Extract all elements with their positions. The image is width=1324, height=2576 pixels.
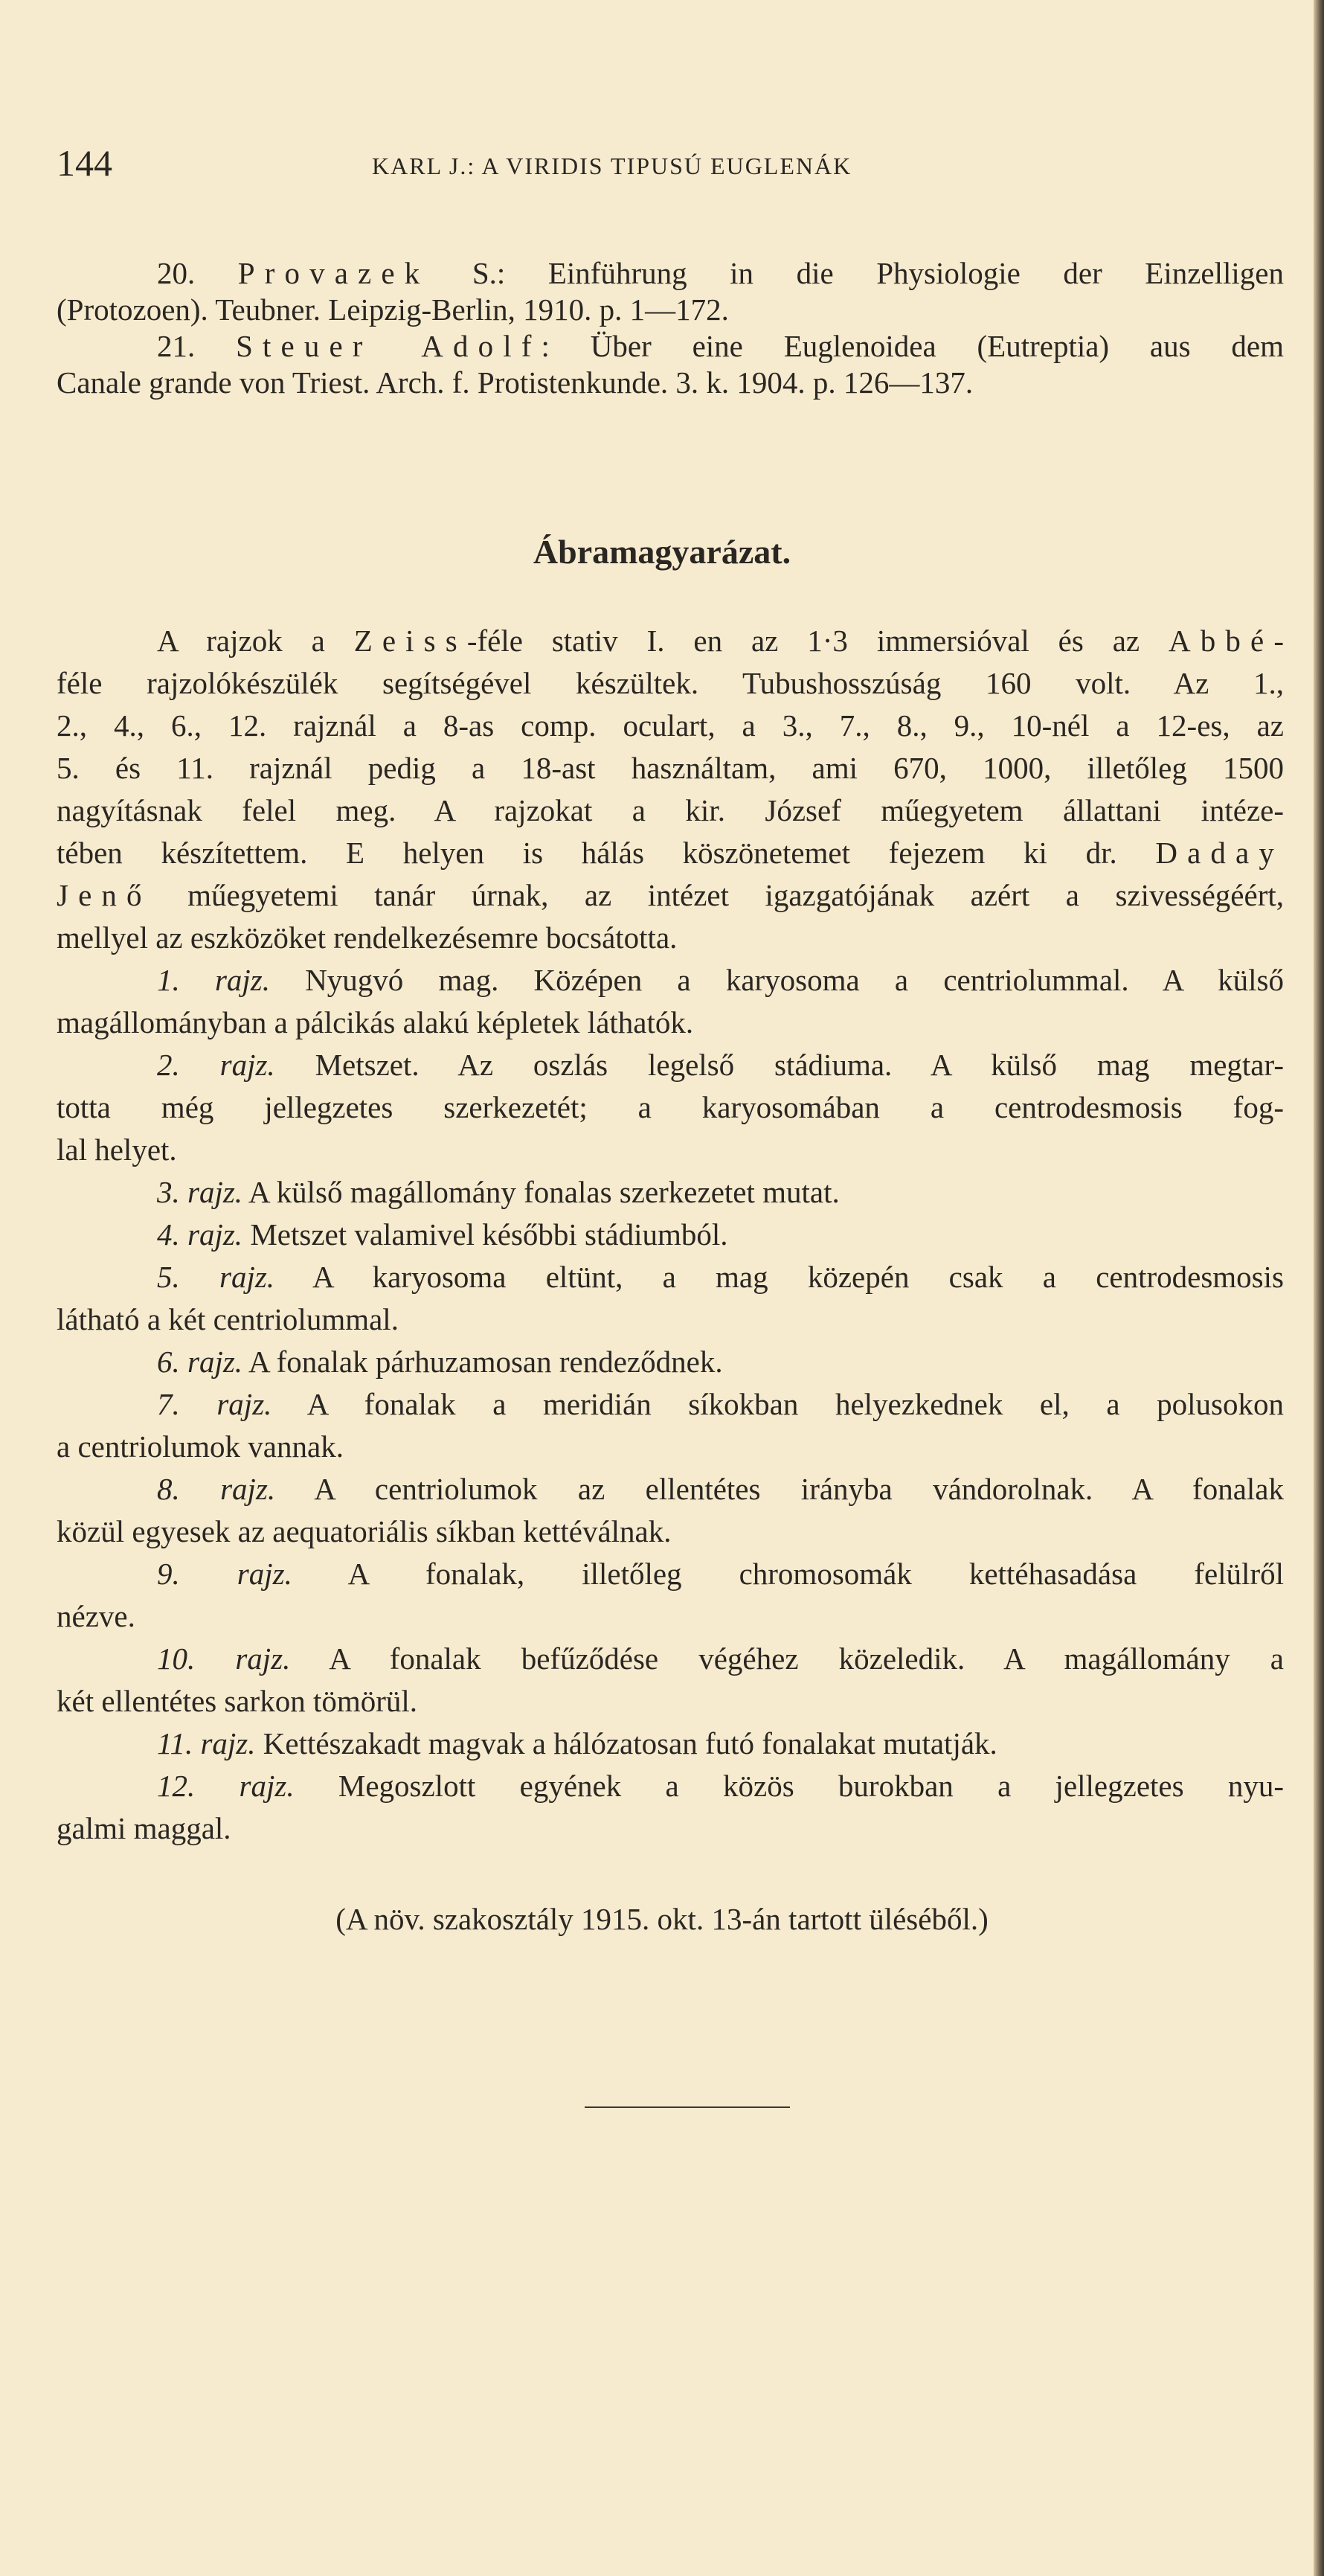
- text-line: [57, 832, 1284, 874]
- figure-label: 10. rajz.: [157, 1641, 291, 1676]
- spaced-name: Abbé: [1169, 624, 1274, 658]
- text-segment: Metszet. Az oszlás legelső stádiuma. A külső mag megtar-: [274, 1048, 1284, 1082]
- text-segment: nagyításnak felel meg. A rajzokat a kir. József műegyetem állattani intéze-: [57, 793, 1284, 827]
- paragraph: [57, 620, 1284, 959]
- figure-label: 5. rajz.: [157, 1260, 275, 1294]
- text-segment: A fonalak befűződése végéhez közeledik. A magállomány a: [290, 1641, 1284, 1676]
- text-line: [57, 747, 1284, 789]
- text-line: [57, 1044, 1284, 1086]
- page-number: 144: [57, 142, 112, 184]
- text-segment: mellyel az eszközöket rendelkezésemre bocsátotta.: [57, 920, 678, 955]
- figure-label: 2. rajz.: [157, 1048, 275, 1082]
- text-line: [57, 1214, 1284, 1256]
- text-line: [57, 1256, 1284, 1298]
- paragraph: [57, 1171, 1284, 1214]
- text-line: [57, 1086, 1284, 1129]
- section-heading: Ábramagyarázat.: [533, 533, 791, 571]
- text-segment: galmi maggal.: [57, 1811, 231, 1845]
- figure-label: 4. rajz.: [157, 1217, 243, 1252]
- text-line: [57, 1723, 1284, 1765]
- text-segment: Megoszlott egyének a közös burokban a jellegzetes nyu-: [294, 1769, 1284, 1803]
- figure-label: 12. rajz.: [157, 1769, 295, 1803]
- figure-label: 1. rajz.: [157, 963, 270, 997]
- text-segment: A külső magállomány fonalas szerkezetet mutat.: [242, 1175, 840, 1209]
- text-segment: A fonalak a meridián síkokban helyezkednek el, a polusokon: [271, 1387, 1284, 1421]
- end-rule: [585, 2106, 790, 2108]
- text-line: [57, 1298, 1284, 1341]
- text-segment: A fonalak párhuzamosan rendeződnek.: [242, 1345, 723, 1379]
- text-segment: A fonalak, illetőleg chromosomák kettéhasadása felülről: [292, 1557, 1284, 1591]
- text-segment: nézve.: [57, 1599, 135, 1633]
- text-line: [57, 1680, 1284, 1723]
- text-segment: 20.: [157, 256, 238, 290]
- text-line: [57, 705, 1284, 747]
- text-line: [57, 789, 1284, 832]
- text-line: [57, 874, 1284, 917]
- paragraph: [57, 1553, 1284, 1638]
- figure-explanations: [57, 620, 1284, 1850]
- text-segment: tében készítettem. E helyen is hálás köszönetemet fejezem ki dr.: [57, 836, 1156, 870]
- running-title: KARL J.: A VIRIDIS TIPUSÚ EUGLENÁK: [372, 153, 852, 179]
- text-line: [57, 1765, 1284, 1807]
- text-line: [57, 292, 1284, 328]
- text-line: [57, 1807, 1284, 1850]
- text-segment: (Protozoen). Teubner. Leipzig-Berlin, 1910. p. 1—172.: [57, 292, 729, 327]
- text-segment: közül egyesek az aequatoriális síkban kettéválnak.: [57, 1514, 672, 1548]
- text-segment: Metszet valamivel későbbi stádiumból.: [242, 1217, 728, 1252]
- text-segment: két ellentétes sarkon tömörül.: [57, 1684, 418, 1718]
- paragraph: [57, 1638, 1284, 1723]
- spaced-name: Zeiss: [353, 624, 467, 658]
- text-segment: A rajzok a: [157, 624, 354, 658]
- spaced-name: Steuer Adolf: [236, 329, 542, 363]
- text-segment: -: [1273, 624, 1284, 658]
- text-segment: 5. és 11. rajznál pedig a 18-ast használtam, ami 670, 1000, illetőleg 1500: [57, 751, 1284, 785]
- text-line: [57, 1383, 1284, 1426]
- paragraph: [57, 1383, 1284, 1468]
- text-line: [57, 1510, 1284, 1553]
- spaced-name: Daday: [1155, 836, 1284, 870]
- text-segment: A karyosoma eltünt, a mag közepén csak a centrodesmosis: [274, 1260, 1284, 1294]
- text-line: [57, 1002, 1284, 1044]
- paragraph: [57, 1765, 1284, 1850]
- text-line: [57, 1426, 1284, 1468]
- text-segment: : Über eine Euglenoidea (Eutreptia) aus dem: [541, 329, 1285, 363]
- text-segment: 21.: [157, 329, 237, 363]
- figure-label: 6. rajz.: [157, 1345, 243, 1379]
- text-segment: Nyugvó mag. Középen a karyosoma a centriolummal. A külső: [270, 963, 1284, 997]
- text-line: [57, 620, 1284, 662]
- text-line: [57, 1129, 1284, 1171]
- text-segment: S.: Einführung in die Physiologie der Einzelligen: [429, 256, 1284, 290]
- text-segment: a centriolumok vannak.: [57, 1429, 344, 1464]
- text-segment: Kettészakadt magvak a hálózatosan futó fonalakat mutatják.: [255, 1726, 997, 1760]
- figure-label: 9. rajz.: [157, 1557, 292, 1591]
- text-line: [57, 662, 1284, 705]
- reference-entry: [57, 328, 1284, 401]
- text-line: [57, 1638, 1284, 1680]
- text-segment: 2., 4., 6., 12. rajznál a 8-as comp. oculart, a 3., 7., 8., 9., 10-nél a 12-es, az: [57, 708, 1284, 743]
- text-segment: féle rajzolókészülék segítségével készültek. Tubushosszúság 160 volt. Az 1.,: [57, 666, 1284, 700]
- text-line: [57, 1171, 1284, 1214]
- text-segment: látható a két centriolummal.: [57, 1302, 399, 1336]
- text-segment: műegyetemi tanár úrnak, az intézet igazgatójának azért a szivességéért,: [151, 878, 1284, 912]
- text-segment: A centriolumok az ellentétes irányba vándorolnak. A fonalak: [275, 1472, 1284, 1506]
- paragraph: [57, 1723, 1284, 1765]
- text-segment: Canale grande von Triest. Arch. f. Protistenkunde. 3. k. 1904. p. 126—137.: [57, 365, 974, 400]
- paragraph: [57, 959, 1284, 1044]
- text-line: [57, 1341, 1284, 1383]
- text-segment: -féle stativ I. en az 1·3 immersióval és az: [466, 624, 1169, 658]
- paragraph: [57, 1256, 1284, 1341]
- figure-label: 8. rajz.: [157, 1472, 276, 1506]
- closing-note: (A növ. szakosztály 1915. okt. 13-án tartott üléséből.): [335, 1902, 989, 1936]
- paragraph: [57, 1044, 1284, 1171]
- page-edge-shadow: [1314, 0, 1324, 2576]
- text-line: [57, 328, 1284, 365]
- paragraph: [57, 1341, 1284, 1383]
- paragraph: [57, 1214, 1284, 1256]
- text-segment: lal helyet.: [57, 1132, 177, 1167]
- figure-label: 11. rajz.: [157, 1726, 256, 1760]
- figure-label: 3. rajz.: [157, 1175, 243, 1209]
- reference-entry: [57, 255, 1284, 328]
- text-line: [57, 1468, 1284, 1510]
- references-list: [57, 255, 1284, 401]
- text-line: [57, 1553, 1284, 1595]
- text-segment: totta még jellegzetes szerkezetét; a karyosomában a centrodesmosis fog-: [57, 1090, 1284, 1124]
- text-line: [57, 1595, 1284, 1638]
- text-segment: magállományban a pálcikás alakú képletek láthatók.: [57, 1005, 694, 1039]
- text-line: [57, 959, 1284, 1002]
- text-line: [57, 365, 1284, 401]
- text-line: [57, 917, 1284, 959]
- paragraph: [57, 1468, 1284, 1553]
- spaced-name: Provazek: [237, 256, 430, 290]
- spaced-name: Jenő: [57, 878, 152, 912]
- text-line: [57, 255, 1284, 292]
- figure-label: 7. rajz.: [157, 1387, 272, 1421]
